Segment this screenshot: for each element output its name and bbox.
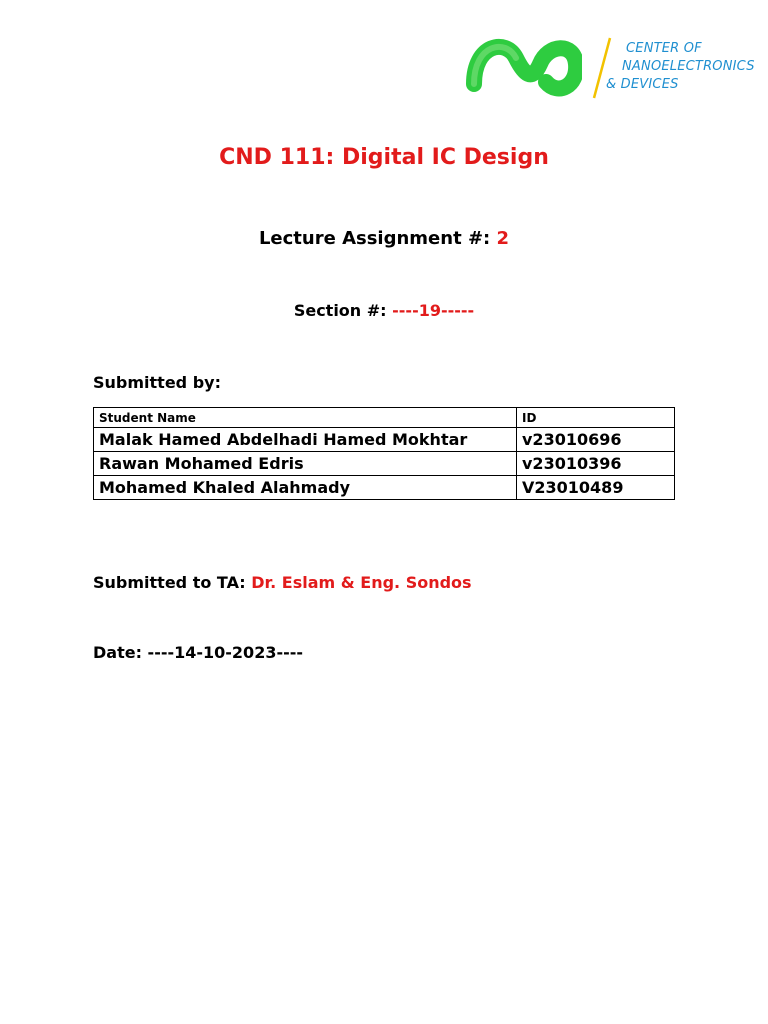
submitted-to-label: Submitted to TA: xyxy=(93,573,252,592)
column-header-id: ID xyxy=(517,408,675,428)
logo-text xyxy=(606,40,755,94)
submitted-by-label: Submitted by: xyxy=(93,373,221,392)
table-row xyxy=(94,476,675,500)
table-row xyxy=(94,452,675,476)
submitted-to-value: Dr. Eslam & Eng. Sondos xyxy=(251,573,472,592)
column-header-student-name: Student Name xyxy=(94,408,517,428)
table-row xyxy=(94,428,675,452)
submitted-to-line xyxy=(93,573,472,592)
cnd-logo xyxy=(460,30,760,110)
section-line xyxy=(0,301,768,320)
students-table xyxy=(93,407,675,500)
logo-text-line3: & DEVICES xyxy=(606,77,679,92)
date-value: ----14-10-2023---- xyxy=(147,643,304,662)
student-name-cell: Rawan Mohamed Edris xyxy=(94,452,517,476)
cnd-logo-mark-icon xyxy=(466,34,582,98)
logo-text-line1: CENTER OF xyxy=(626,41,702,56)
assignment-number: 2 xyxy=(496,228,510,249)
assignment-line xyxy=(0,228,768,249)
student-id-cell: v23010396 xyxy=(517,452,675,476)
student-name-cell: Mohamed Khaled Alahmady xyxy=(94,476,517,500)
student-id-cell: v23010696 xyxy=(517,428,675,452)
student-name-cell: Malak Hamed Abdelhadi Hamed Mokhtar xyxy=(94,428,517,452)
date-line xyxy=(93,643,303,662)
assignment-label: Lecture Assignment #: xyxy=(258,228,497,249)
logo-text-line2: NANOELECTRONICS xyxy=(622,59,755,74)
course-title: CND 111: Digital IC Design xyxy=(219,145,549,170)
date-label: Date: xyxy=(93,643,148,662)
section-value: ----19----- xyxy=(392,301,475,320)
section-label: Section #: xyxy=(293,301,393,320)
student-id-cell: V23010489 xyxy=(517,476,675,500)
table-header-row xyxy=(94,408,675,428)
